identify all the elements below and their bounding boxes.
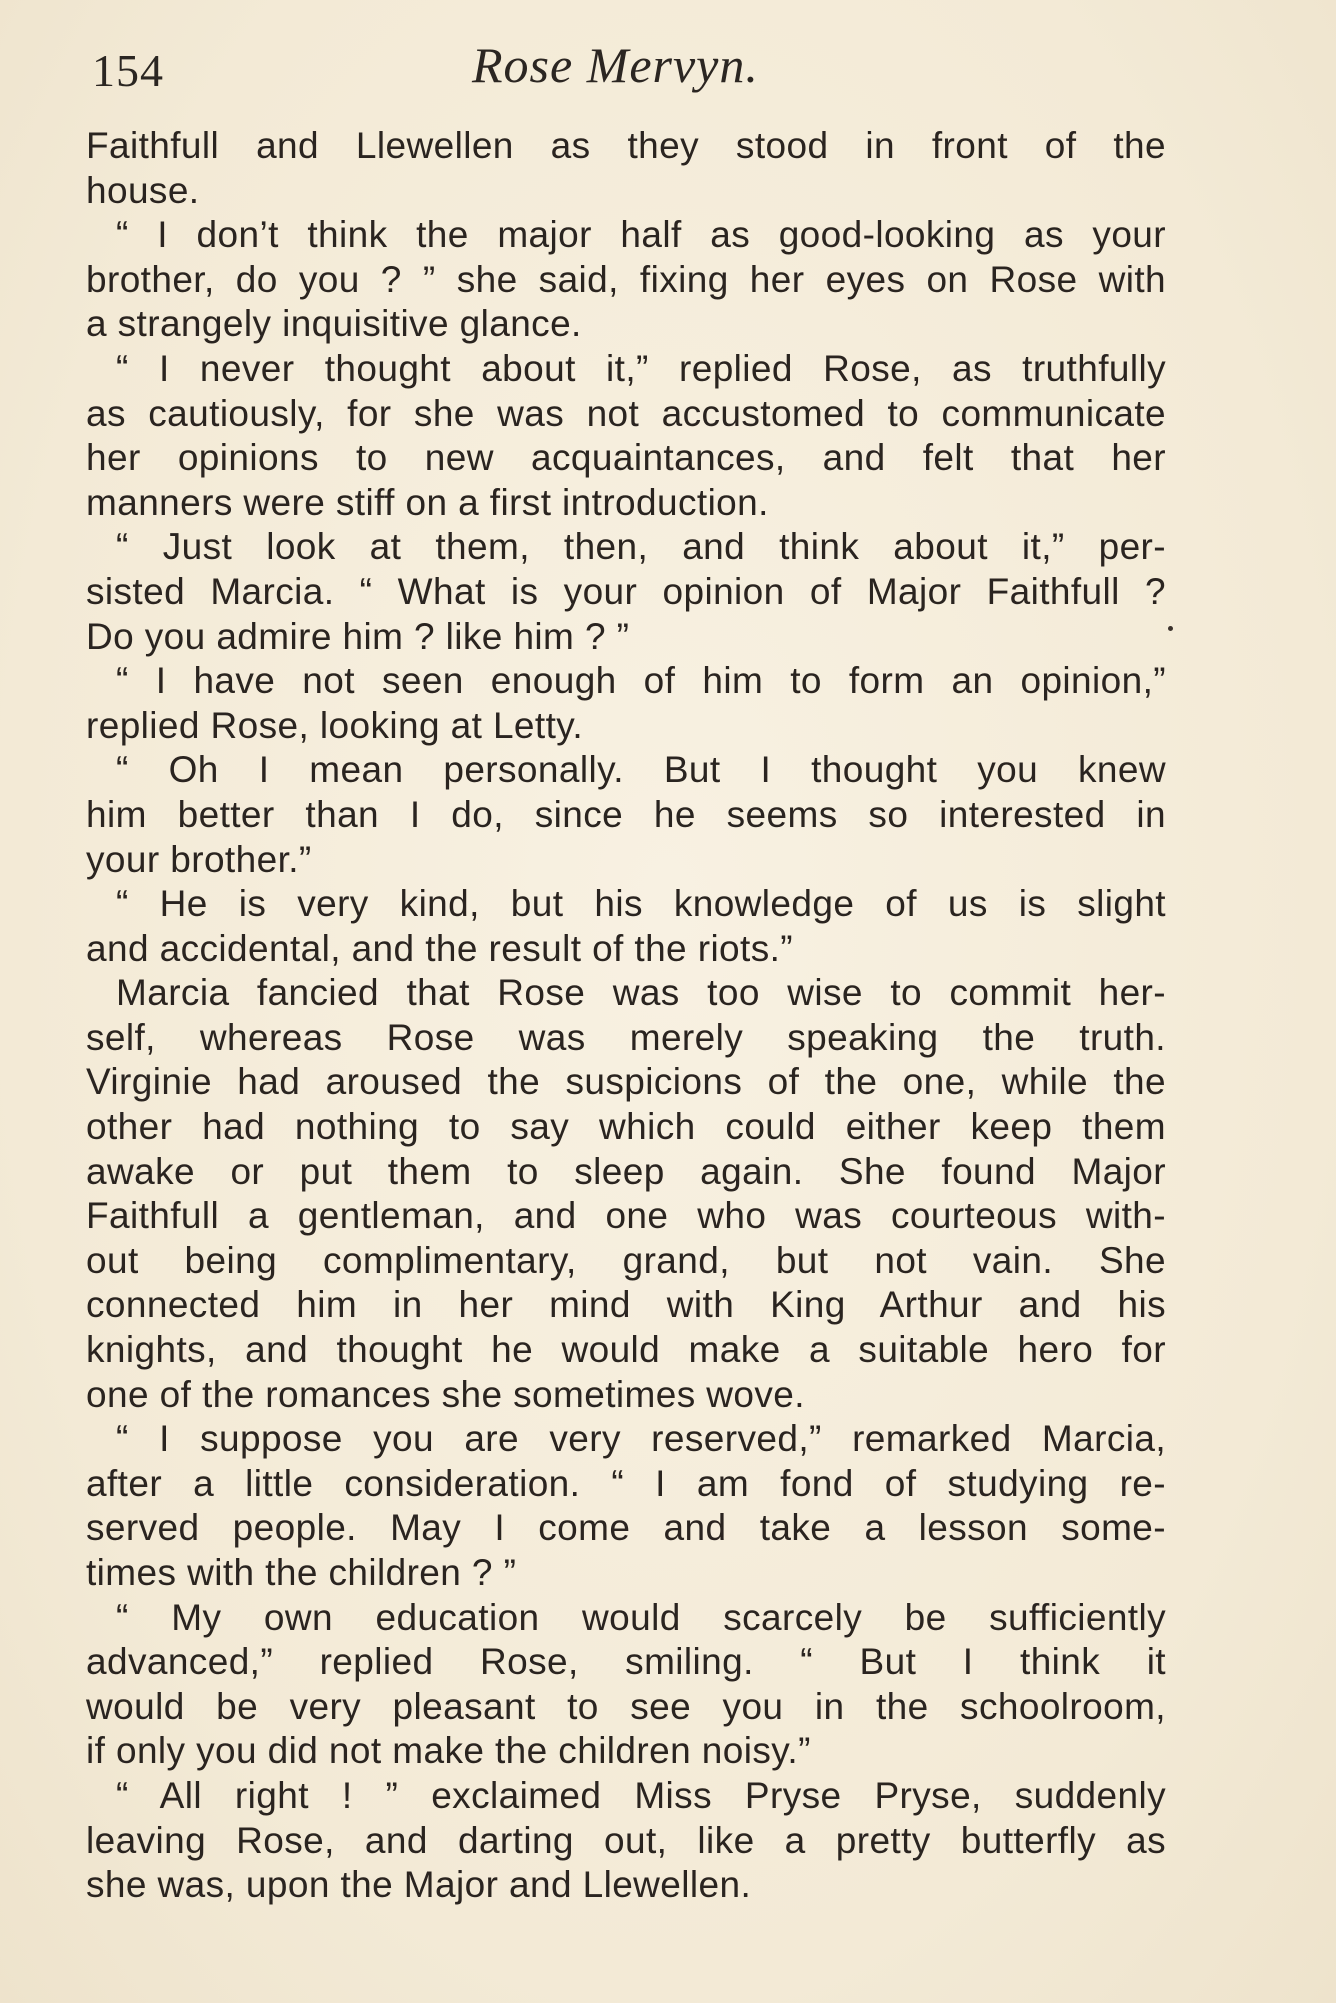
body-text — [86, 124, 1166, 1908]
text-line: house. — [86, 169, 200, 211]
text-line: “ I have not seen enough of him to form an opinion,” — [116, 660, 1166, 702]
text-line: awake or put them to sleep again. She found Major — [86, 1150, 1166, 1192]
text-line: manners were stiff on a first introduction. — [86, 481, 769, 523]
text-line: him better than I do, since he seems so interested in — [86, 793, 1166, 835]
text-line: self, whereas Rose was merely speaking the truth. — [86, 1016, 1166, 1058]
text-line: leaving Rose, and darting out, like a pretty butterfly as — [86, 1819, 1166, 1861]
text-line: Virginie had aroused the suspicions of the one, while the — [86, 1061, 1166, 1103]
text-line: Do you admire him ? like him ? ” — [86, 615, 630, 657]
text-line: a strangely inquisitive glance. — [86, 303, 582, 345]
text-line: brother, do you ? ” she said, fixing her eyes on Rose with — [86, 258, 1166, 300]
text-line: would be very pleasant to see you in the schoolroom, — [86, 1685, 1166, 1727]
text-line: her opinions to new acquaintances, and felt that her — [86, 437, 1166, 479]
text-line: and accidental, and the result of the riots.” — [86, 927, 794, 969]
text-line: as cautiously, for she was not accustomed to communicate — [86, 392, 1166, 434]
text-line: Faithfull a gentleman, and one who was courteous with- — [86, 1195, 1166, 1237]
text-line: times with the children ? ” — [86, 1552, 517, 1593]
text-line: connected him in her mind with King Arthur and his — [86, 1284, 1166, 1326]
page-number: 154 — [92, 45, 164, 96]
text-line: Faithfull and Llewellen as they stood in front of the — [86, 125, 1166, 166]
text-line: “ Just look at them, then, and think about it,” per- — [116, 526, 1166, 568]
text-line: “ I never thought about it,” replied Rose, as truthfully — [116, 347, 1166, 389]
text-line: your brother.” — [86, 838, 312, 880]
print-speck — [1168, 626, 1173, 631]
text-line: she was, upon the Major and Llewellen. — [86, 1864, 752, 1906]
text-line: after a little consideration. “ I am fond of studying re- — [86, 1462, 1166, 1504]
text-line: “ My own education would scarcely be sufficiently — [116, 1596, 1166, 1638]
text-line: “ I suppose you are very reserved,” remarked Marcia, — [116, 1418, 1166, 1460]
text-line: Marcia fancied that Rose was too wise to commit her- — [116, 972, 1166, 1014]
text-line: “ He is very kind, but his knowledge of us is slight — [116, 883, 1166, 925]
text-line: one of the romances she sometimes wove. — [86, 1373, 805, 1415]
text-line: “ All right ! ” exclaimed Miss Pryse Pryse, suddenly — [116, 1774, 1166, 1816]
text-line: advanced,” replied Rose, smiling. “ But I think it — [86, 1641, 1166, 1683]
page-header — [92, 36, 1172, 106]
text-line: out being complimentary, grand, but not vain. She — [86, 1239, 1166, 1281]
text-line: other had nothing to say which could either keep them — [86, 1106, 1166, 1148]
running-title: Rose Mervyn. — [472, 37, 759, 93]
text-line: “ I don’t think the major half as good-looking as your — [116, 214, 1166, 256]
text-line: if only you did not make the children noisy.” — [86, 1730, 811, 1772]
text-line: “ Oh I mean personally. But I thought you knew — [116, 749, 1166, 791]
text-line: sisted Marcia. “ What is your opinion of Major Faithfull ? — [86, 570, 1166, 612]
text-line: knights, and thought he would make a suitable hero for — [86, 1329, 1166, 1371]
text-line: replied Rose, looking at Letty. — [86, 704, 584, 746]
text-line: served people. May I come and take a lesson some- — [86, 1507, 1166, 1549]
